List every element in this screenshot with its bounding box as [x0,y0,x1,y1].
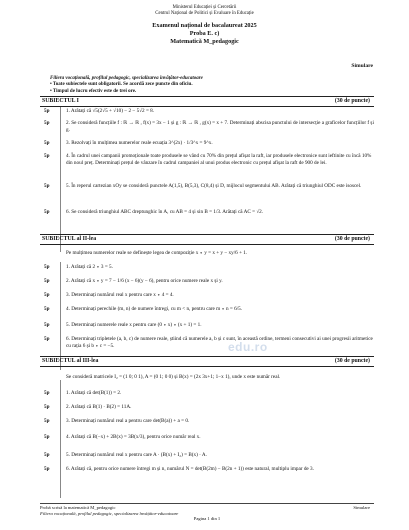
problem-points: 5p [44,153,50,159]
section-points: (30 de puncte) [334,358,370,364]
rule-line-2: • Timpul de lucru efectiv este de trei ore. [50,88,137,94]
problem-text: 6. Se consideră triunghiul ABC dreptunghic în A, cu AB = 4 și sin B = 1/3. Arătați că AC = √2. [66,209,264,215]
problem-points: 5p [44,140,50,146]
section-points: (30 de puncte) [334,236,370,242]
problem-points: 5p [44,336,50,342]
footer-simulare: Simulare [353,505,370,510]
problem-text: 4. În cadrul unei campanii promoționale toate produsele se vând cu 70% din prețul afișat la raft, iar produsele electronice sunt ieftinite cu încă 10% din noul preț. Determinați prețul de vânzare în cadrul campaniei al unui produs electronic cu prețul afișat la raft de 900 de lei. [66,153,372,166]
problem-points: 5p [44,183,50,189]
problem-points: 5p [44,209,50,215]
watermark-logo: edu.ro [228,340,268,354]
problem-text: 4. Arătați că B(−x) + 2B(x) = 3B(x/3), pentru orice număr real x. [66,434,201,440]
problem-points: 5p [44,404,50,410]
problem-text: 6. Determinați tripletele (a, b, c) de numere reale, știind că numerele a, b și c sunt, în această ordine, termeni consecutivi ai unei progresii aritmetice cu rația 6 și b ∘ c = −5. [66,336,373,349]
section-title: SUBIECTUL al II-lea [42,236,97,242]
institution-header [0,5,409,17]
problem-points: 5p [44,452,50,458]
exam-subject: Matematică M_pedagogic [170,37,239,45]
lead-text: Pe mulțimea numerelor reale se definește legea de compoziție x ∘ y = x + y − xy/6 + 1. [66,250,248,256]
points-column-line [60,380,61,498]
problem-points: 5p [44,120,50,126]
lead-text: Se consideră matricele I₂ = (1 0; 0 1), A = (0 1; 0 0) și B(x) = (2x 3x+1; 1−x 1), unde x este număr real. [66,374,281,380]
exam-title [0,22,409,45]
section-header-2 [40,234,374,245]
problem-text: 3. Rezolvați în mulțimea numerelor reale ecuația 3^(2x) · 1/3^x = 9^x. [66,140,213,146]
problem-text: 2. Arătați că x ∘ y = 7 − 1/6 (x − 6)(y − 6), pentru orice numere reale x și y. [66,278,223,284]
filiera-line: Filiera vocațională, profilul pedagogic, specializarea învățător-educatoare [50,76,203,81]
ministry-name: Ministerul Educației și Cercetării [172,5,237,10]
problem-text: 1. Arătați că 2 ∘ 3 = 5. [66,264,113,270]
rule-line-1: • Toate subiectele sunt obligatorii. Se acordă zece puncte din oficiu. [50,82,193,88]
problem-text: 3. Determinați numărul real x pentru care x ∘ 4 = 4. [66,292,174,298]
points-column-line [60,262,61,370]
page-number: Pagina 1 din 1 [193,516,221,522]
problem-points: 5p [44,306,50,312]
problem-text: 1. Arătați că det(B(1)) = 2. [66,390,122,396]
section-points: (30 de puncte) [334,98,370,104]
exam-proba: Proba E. c) [189,30,220,37]
problem-text: 2. Se consideră funcțiile f : ℝ → ℝ , f(x) = 3x − 1 și g : ℝ → ℝ , g(x) = x + 7. Determinați abscisa punctului de intersecție a graficelor funcțiilor f și g. [66,120,374,133]
problem-text: 1. Arătați că √5(2√5 + √10) − 2 − 5√2 = 8. [66,108,155,114]
problem-points: 5p [44,466,50,472]
section-header-1 [40,96,374,107]
exam-intro [50,76,370,95]
points-column-line [60,106,61,252]
problem-points: 5p [44,322,50,328]
problem-points: 5p [44,418,50,424]
exam-name: Examenul național de bacalaureat 2025 [152,22,257,30]
section-title: SUBIECTUL al III-lea [42,358,99,364]
simulare-label: Simulare [351,63,373,69]
problem-text: 6. Arătați că, pentru orice numere întregi m și n, numărul N = det(B(2m) − B(2n + 1)) este natural, multiplu impar de 3. [66,466,314,472]
section-title: SUBIECTUL I [42,98,79,104]
problem-points: 5p [44,434,50,440]
problem-points: 5p [44,108,50,114]
problem-text: 2. Arătați că B(1) · B(2) = 11A. [66,404,132,410]
center-name: Centrul Național de Politici și Evaluare în Educație [155,11,254,17]
problem-text: 5. În reperul cartezian xOy se consideră punctele A(1,5), B(5,3), C(8,4) și D, mijlocul segmentului AB. Arătați că triunghiul ODC este isoscel. [66,183,362,189]
problem-points: 5p [44,390,50,396]
problem-points: 5p [44,292,50,298]
problem-text: 5. Determinați numerele reale x pentru care (0 ∘ x) ∘ (x + 1) = 1. [66,322,202,328]
problem-text: 5. Determinați numărul real x pentru care A · (B(x) + I₂) = B(x) · A. [66,452,207,458]
problem-points: 5p [44,278,50,284]
section-header-3 [40,356,374,367]
footer-subject: Probă scrisă la matematică M_pedagogic [40,505,116,510]
problem-text: 4. Determinați perechile (m, n) de numere întregi, cu m < n, pentru care m ∘ n = 6/5. [66,306,243,312]
footer-filiera: Filiera vocațională, profilul pedagogic, specializarea învățător-educatoare [40,510,179,516]
problem-text: 3. Determinați numărul real a pentru care det(B(a)) + a = 0. [66,418,190,424]
page-footer [40,503,374,522]
problem-points: 5p [44,264,50,270]
